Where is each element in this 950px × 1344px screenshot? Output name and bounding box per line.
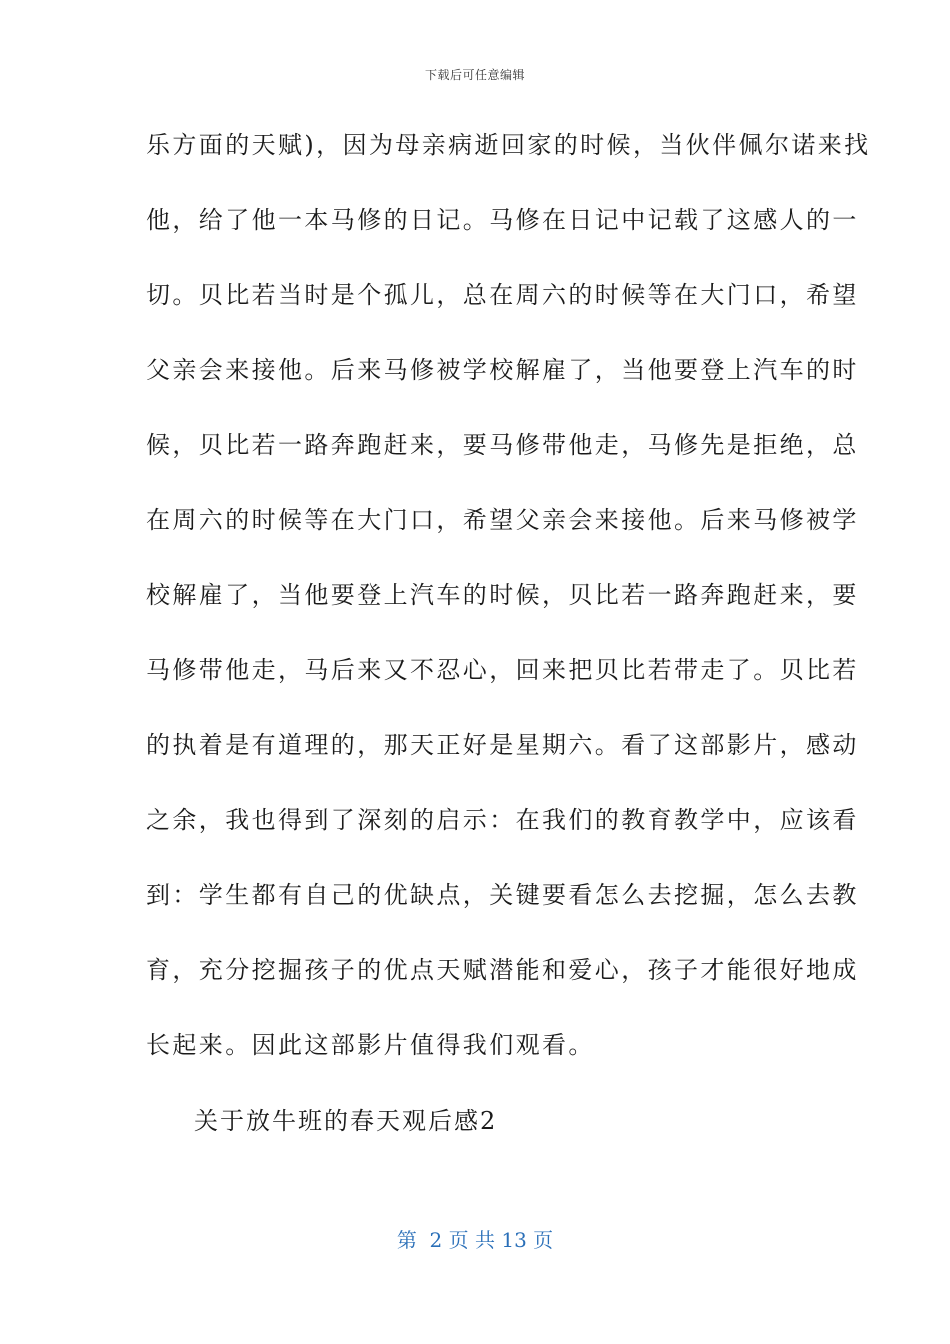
body-line: 马修带他走，马后来又不忍心，回来把贝比若带走了。贝比若 <box>146 656 859 684</box>
body-line: 父亲会来接他。后来马修被学校解雇了，当他要登上汽车的时 <box>146 356 859 384</box>
body-line: 他，给了他一本马修的日记。马修在日记中记载了这感人的一 <box>146 206 859 234</box>
body-line: 的执着是有道理的，那天正好是星期六。看了这部影片，感动 <box>146 731 859 759</box>
body-line: 育，充分挖掘孩子的优点天赋潜能和爱心，孩子才能很好地成 <box>146 956 859 984</box>
section-title: 关于放牛班的春天观后感2 <box>194 1107 498 1135</box>
body-line: 乐方面的天赋)，因为母亲病逝回家的时候，当伙伴佩尔诺来找 <box>146 131 871 159</box>
header-note: 下载后可任意编辑 <box>424 68 525 82</box>
body-line: 在周六的时候等在大门口，希望父亲会来接他。后来马修被学 <box>146 506 859 534</box>
body-line: 长起来。因此这部影片值得我们观看。 <box>146 1031 595 1059</box>
page-number: 第 2 页 共 13 页 <box>396 1228 554 1252</box>
body-line: 到：学生都有自己的优缺点，关键要看怎么去挖掘，怎么去教 <box>146 881 859 909</box>
document-body <box>146 120 871 1095</box>
body-line: 候，贝比若一路奔跑赶来，要马修带他走，马修先是拒绝，总 <box>146 431 859 459</box>
body-line: 切。贝比若当时是个孤儿，总在周六的时候等在大门口，希望 <box>146 281 859 309</box>
body-line: 之余，我也得到了深刻的启示：在我们的教育教学中，应该看 <box>146 806 859 834</box>
body-line: 校解雇了，当他要登上汽车的时候，贝比若一路奔跑赶来，要 <box>146 581 859 609</box>
